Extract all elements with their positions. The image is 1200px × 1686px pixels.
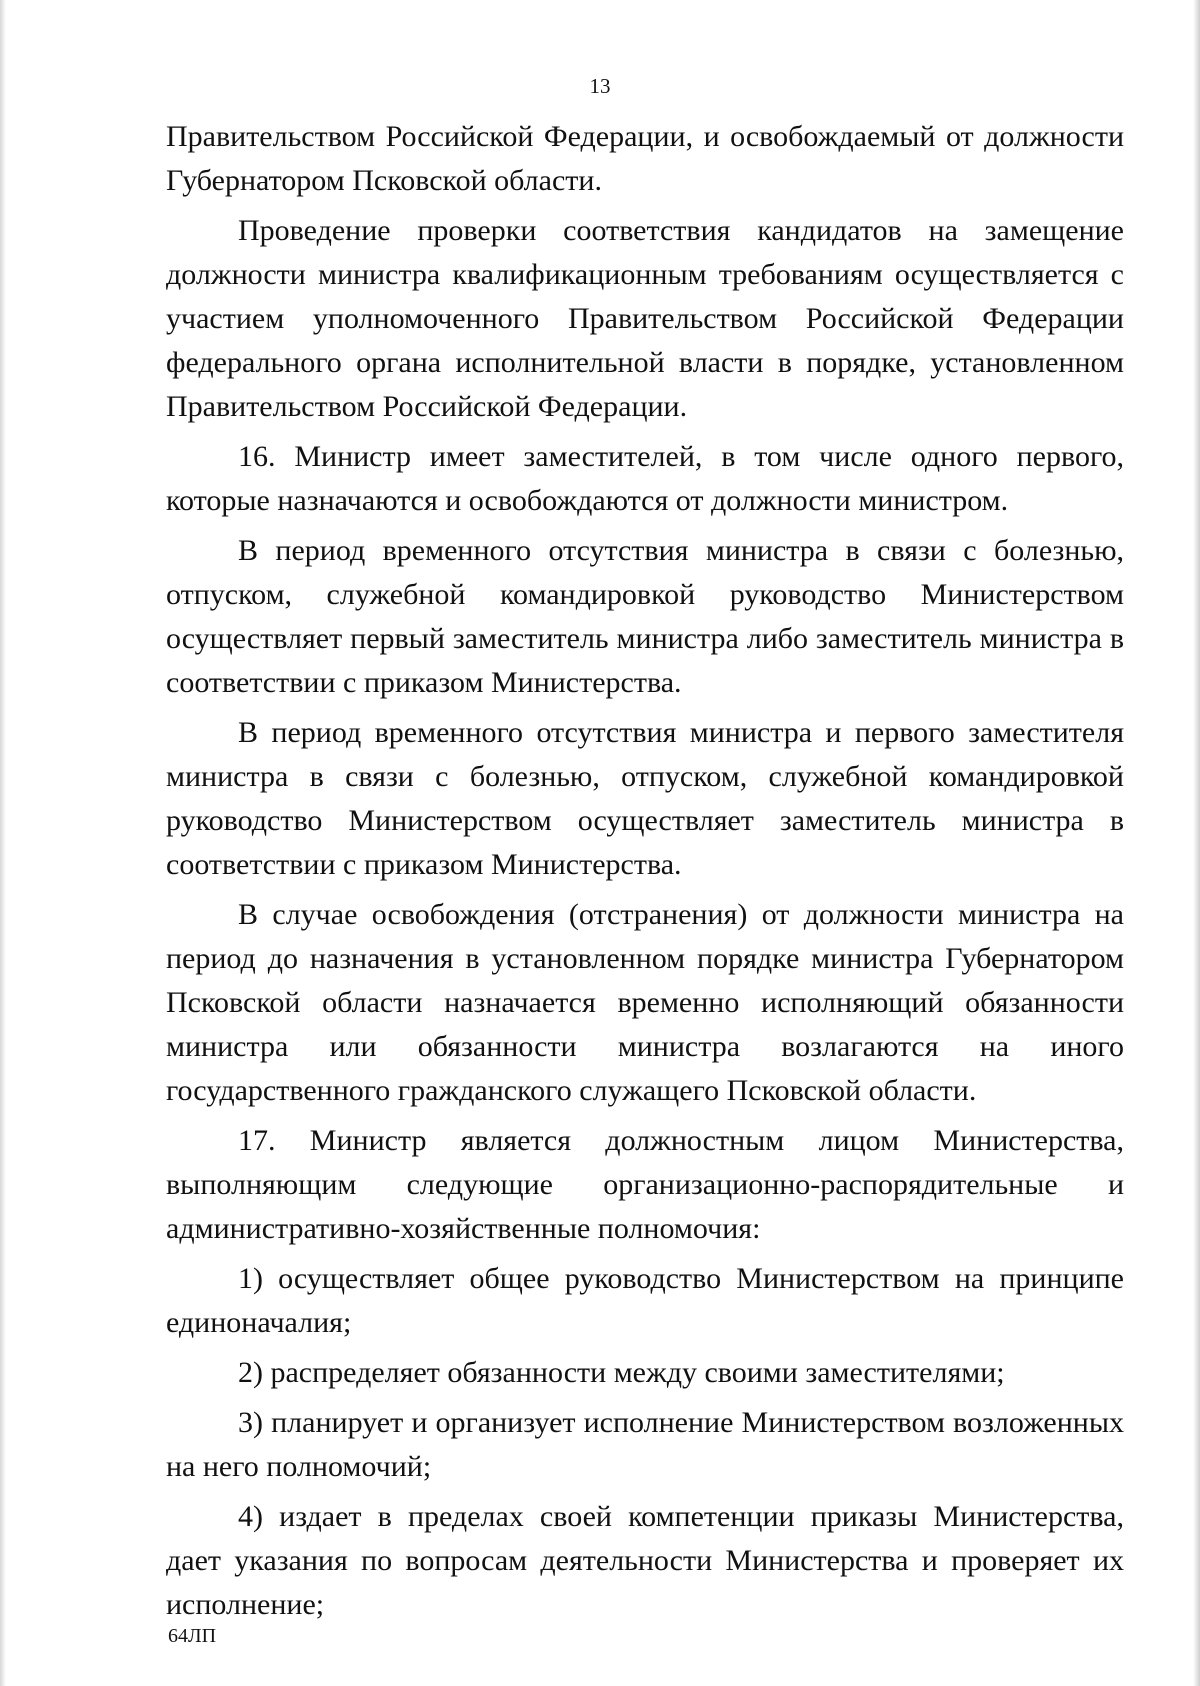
page-number: 13 [589, 74, 611, 98]
paragraph-item-17: 17. Министр является должностным лицом Министерства, выполняющим следующие организационно-распорядительные и административно-хозяйственные полномочия: [166, 1124, 1124, 1245]
paragraph-continuation: Правительством Российской Федерации, и освобождаемый от должности Губернатором Псковской области. [166, 120, 1124, 197]
scan-edge-left [0, 0, 6, 1686]
footer-code: 64ЛП [168, 1625, 217, 1647]
paragraph-item-16: 16. Министр имеет заместителей, в том числе одного первого, которые назначаются и освобождаются от должности министром. [166, 440, 1124, 517]
list-item-1: 1) осуществляет общее руководство Министерством на принципе единоначалия; [166, 1262, 1124, 1339]
paragraph-dismissal: В случае освобождения (отстранения) от должности министра на период до назначения в установленном порядке министра Губернатором Псковской области назначается временно исполняющий обязанности министра или обязанности министра возлагаются на иного государственного гражданского служащего Псковской области. [166, 898, 1124, 1107]
list-item-2: 2) распределяет обязанности между своими заместителями; [238, 1356, 1005, 1389]
paragraph-absence-first-deputy: В период временного отсутствия министра и первого заместителя министра в связи с болезнью, отпуском, служебной командировкой руководство Министерством осуществляет заместитель министра в соответствии с приказом Министерства. [166, 716, 1124, 881]
scan-edge-right [1193, 0, 1200, 1686]
document-body [166, 115, 1124, 1633]
paragraph-temporary-absence: В период временного отсутствия министра в связи с болезнью, отпуском, служебной командировкой руководство Министерством осуществляет первый заместитель министра либо заместитель министра в соответствии с приказом Министерства. [166, 534, 1124, 699]
list-item-4: 4) издает в пределах своей компетенции приказы Министерства, дает указания по вопросам деятельности Министерства и проверяет их исполнение; [166, 1500, 1124, 1621]
list-item-3: 3) планирует и организует исполнение Министерством возложенных на него полномочий; [166, 1406, 1124, 1483]
paragraph-qualification-check: Проведение проверки соответствия кандидатов на замещение должности министра квалификационным требованиям осуществляется с участием уполномоченного Правительством Российской Федерации федерального органа исполнительной власти в порядке, установленном Правительством Российской Федерации. [166, 214, 1124, 423]
